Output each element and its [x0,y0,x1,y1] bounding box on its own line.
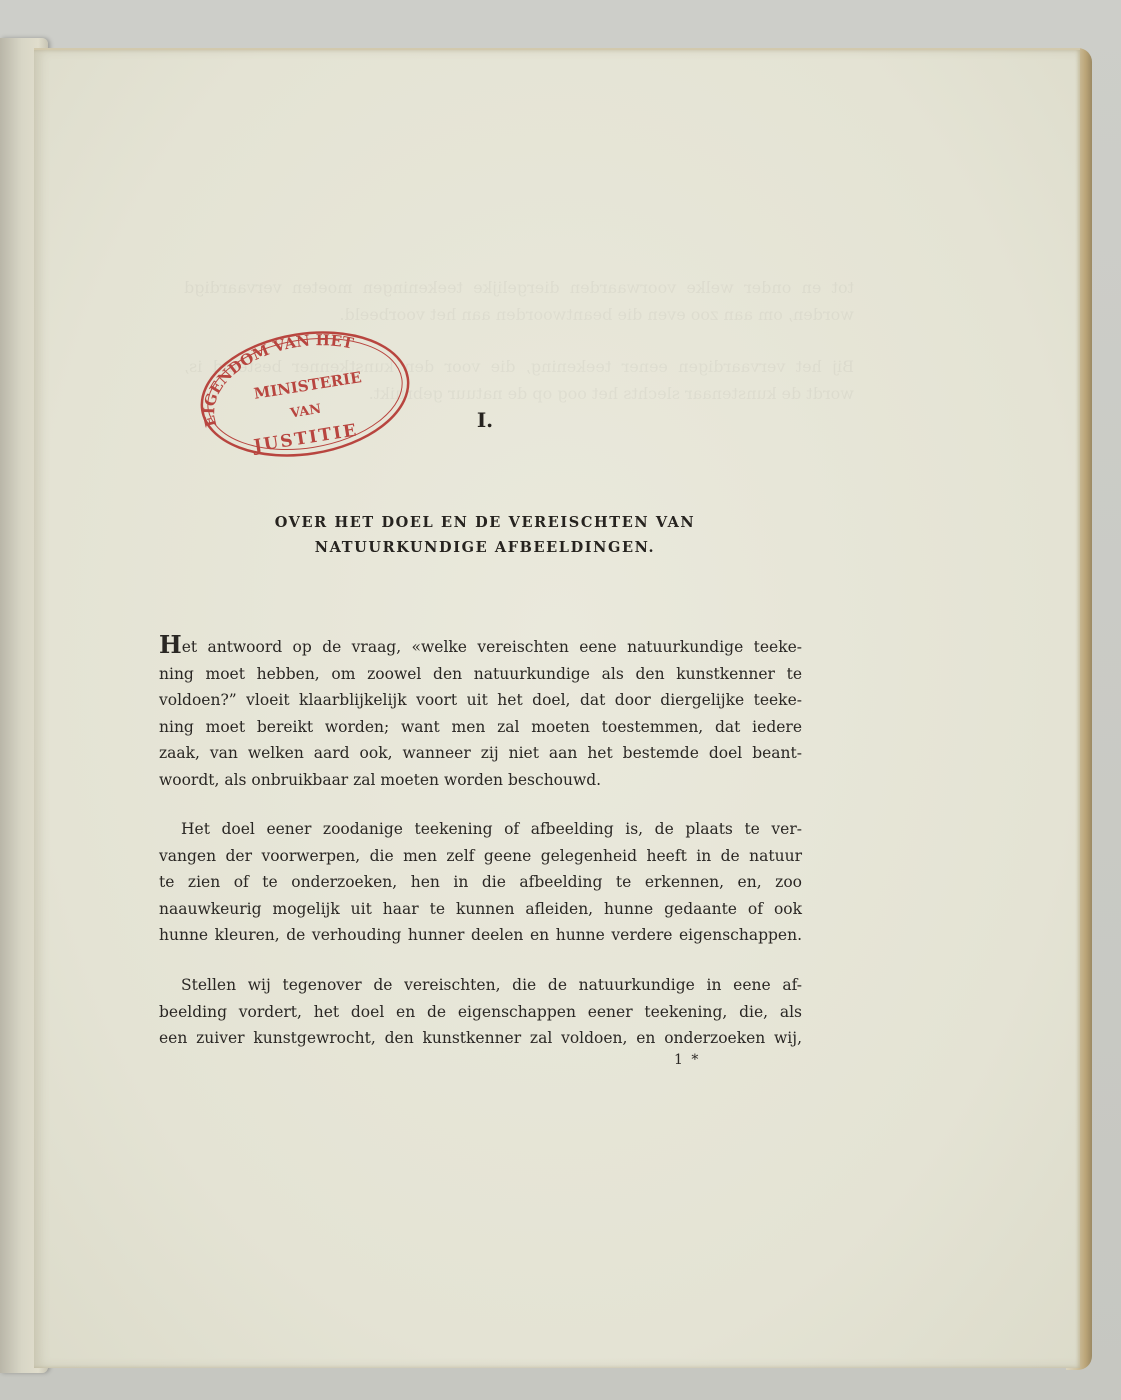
paragraph-line: Stellen wij tegenover de vereischten, die de natuurkundige in eene af- [181,976,802,994]
stamp-ring-text: EIGENDOM VAN HET [200,331,356,429]
stamp-line-ministerie: MINISTERIE [252,368,363,403]
paragraph-line: ning moet hebben, om zoowel den natuurkundige als den kunstkenner te [159,664,802,683]
paragraph-line: naauwkeurig mogelijk uit haar te kunnen afleiden, hunne gedaante of ook [159,899,802,918]
paragraph-line: woordt, als onbruikbaar zal moeten worden beschouwd. [159,770,602,789]
chapter-title-line: OVER HET DOEL EN DE VEREISCHTEN VAN [274,514,696,531]
paragraph-1 [159,630,802,794]
paragraph-line: ning moet bereikt worden; want men zal moeten toestemmen, dat iedere [159,717,802,736]
paragraph-2 [159,816,802,949]
paragraph-line: voldoen?” vloeit klaarblijkelijk voort uit het doel, dat door diergelijke teeke- [159,691,802,710]
paragraph-line: zaak, van welken aard ook, wanneer zij niet aan het bestemde doel beant- [159,744,802,763]
paragraph-line: een zuiver kunstgewrocht, den kunstkenner zal voldoen, en onderzoeken wij, [159,1029,802,1048]
paragraph-line [159,630,802,661]
chapter-numeral: I. [476,408,494,432]
drop-cap: H [159,630,182,659]
paragraph-line: te zien of te onderzoeken, hen in die afbeelding te erkennen, en, zoo [159,873,802,892]
paragraph-line-text: et antwoord op de vraag, «welke vereischten eene natuurkundige teeke- [181,638,802,656]
paragraph-line: Het doel eener zoodanige teekening of afbeelding is, de plaats te ver- [181,820,802,838]
paragraph-line: beelding vordert, het doel en de eigenschappen eener teekening, die, als [159,1002,802,1021]
paragraph-3 [159,972,802,1052]
stamp-line-van: VAN [289,401,323,422]
chapter-title-line: NATUURKUNDIGE AFBEELDINGEN. [314,539,656,556]
paragraph-line: vangen der voorwerpen, die men zelf geene gelegenheid heeft in de natuur [159,846,802,865]
signature-mark: 1 * [674,1052,701,1068]
chapter-title [220,510,750,560]
paragraph-line: hunne kleuren, de verhouding hunner deelen en hunne verdere eigenschappen. [159,926,802,945]
stamp-line-justitie: JUSTITIE [252,420,360,457]
